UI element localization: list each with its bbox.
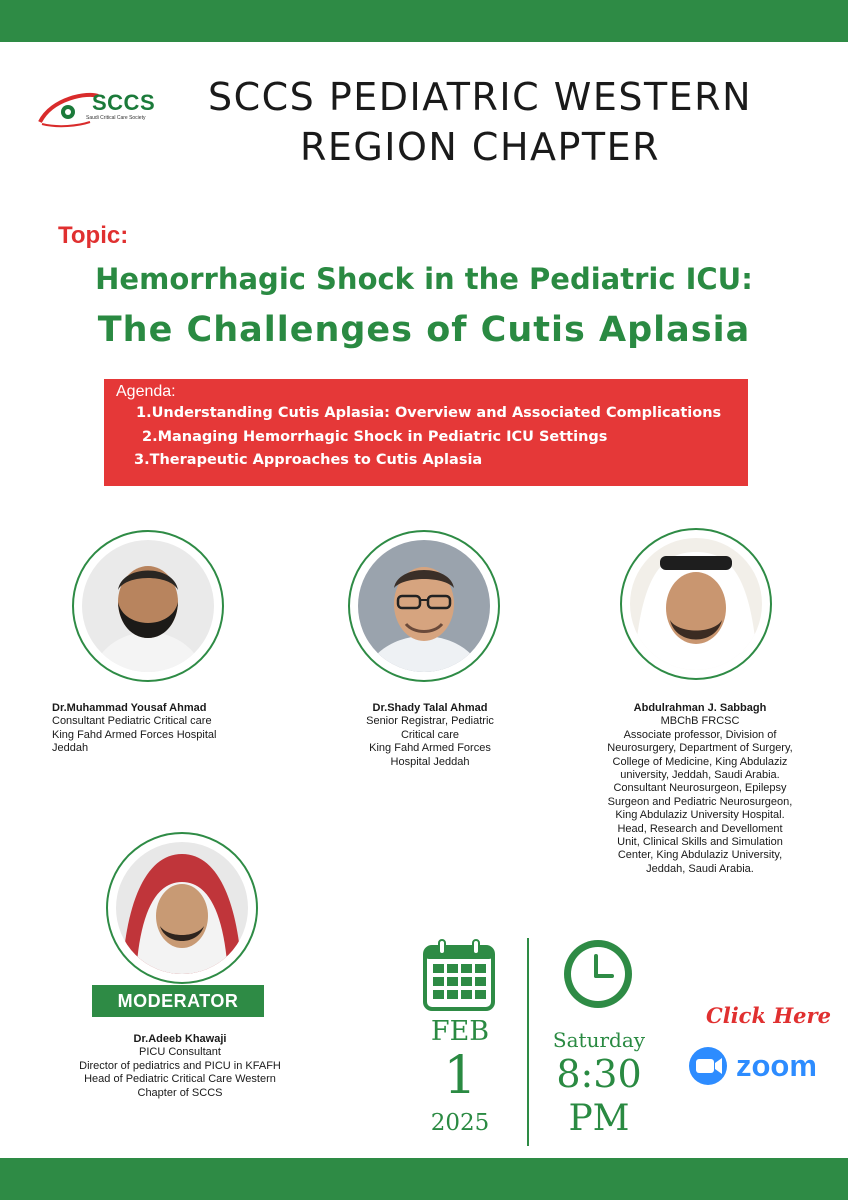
- speaker-detail: College of Medicine, King Abdulaziz: [612, 755, 788, 768]
- speaker-detail: King Abdulaziz University Hospital.: [615, 809, 785, 822]
- speaker-info: [340, 702, 520, 769]
- agenda-box: [104, 379, 748, 486]
- event-year: 2025: [430, 1110, 490, 1136]
- moderator-detail: PICU Consultant: [139, 1046, 221, 1059]
- speaker-info: [52, 702, 262, 756]
- speaker-name: Dr.Shady Talal Ahmad: [372, 702, 488, 714]
- bottom-banner: [0, 1158, 848, 1200]
- event-month: FEB: [430, 1016, 490, 1047]
- speaker-portrait: [630, 538, 762, 670]
- speaker-detail: Unit, Clinical Skills and Simulation: [617, 836, 783, 849]
- event-day: 1: [443, 1046, 477, 1106]
- speaker-photo: [72, 530, 224, 682]
- moderator-photo: [106, 832, 258, 984]
- logo-text: SCCS: [92, 90, 156, 115]
- top-banner: [0, 0, 848, 42]
- sccs-logo: [38, 88, 156, 132]
- divider: [527, 938, 529, 1146]
- topic-label: Topic:: [58, 222, 129, 249]
- topic-line-2: The Challenges of Cutis Aplasia: [97, 310, 751, 350]
- speaker-detail: King Fahd Armed Forces: [369, 742, 491, 755]
- moderator-portrait: [116, 842, 248, 974]
- zoom-icon: [688, 1046, 732, 1086]
- speaker-detail: Senior Registrar, Pediatric: [366, 715, 494, 728]
- agenda-item: 2.Managing Hemorrhagic Shock in Pediatric ICU Settings: [142, 429, 608, 445]
- speaker-detail: MBChB FRCSC: [660, 715, 740, 728]
- speaker-detail: Jeddah, Saudi Arabia.: [646, 862, 754, 875]
- speaker-detail: King Fahd Armed Forces Hospital: [52, 728, 217, 741]
- speaker-detail: Center, King Abdulaziz University,: [617, 849, 783, 862]
- speaker-detail: Surgeon and Pediatric Neurosurgeon,: [607, 795, 793, 808]
- page-title: [150, 72, 810, 172]
- speaker-info: [590, 702, 810, 876]
- moderator-info: [60, 1033, 300, 1100]
- moderator-detail: Chapter of SCCS: [137, 1086, 223, 1099]
- agenda-item: 1.Understanding Cutis Aplasia: Overview and Associated Complications: [136, 405, 722, 421]
- agenda-label: Agenda:: [116, 383, 176, 400]
- speaker-detail: Critical care: [400, 728, 460, 741]
- clock-icon: [562, 938, 634, 1010]
- moderator-badge: MODERATOR: [92, 985, 264, 1017]
- speaker-detail: Hospital Jeddah: [390, 755, 470, 768]
- title-line-2: REGION CHAPTER: [299, 125, 661, 169]
- speaker-name: Abdulrahman J. Sabbagh: [633, 702, 767, 714]
- click-here-link[interactable]: Click Here: [706, 1003, 831, 1028]
- topic-line-1: Hemorrhagic Shock in the Pediatric ICU:: [95, 262, 753, 296]
- speaker-photo: [348, 530, 500, 682]
- speaker-detail: Head, Research and Develloment: [617, 822, 783, 835]
- logo-subtext: Saudi Critical Care Society: [86, 115, 146, 121]
- event-weekday: Saturday: [552, 1028, 646, 1052]
- speaker-portrait: [82, 540, 214, 672]
- speaker-detail: Jeddah: [52, 742, 89, 755]
- zoom-link[interactable]: [688, 1046, 818, 1086]
- calendar-icon: [422, 938, 496, 1012]
- speaker-name: Dr.Muhammad Yousaf Ahmad: [52, 702, 207, 714]
- speaker-detail: Consultant Pediatric Critical care: [52, 715, 212, 728]
- speaker-detail: Neurosurgery, Department of Surgery,: [607, 742, 793, 755]
- speaker-detail: Consultant Neurosurgeon, Epilepsy: [613, 782, 787, 795]
- speaker-photo: [620, 528, 772, 680]
- moderator-name: Dr.Adeeb Khawaji: [133, 1033, 227, 1045]
- moderator-detail: Director of pediatrics and PICU in KFAFH: [79, 1059, 281, 1072]
- speaker-detail: Associate professor, Division of: [623, 728, 777, 741]
- title-line-1: SCCS PEDIATRIC WESTERN: [207, 75, 752, 119]
- speaker-portrait: [358, 540, 490, 672]
- event-time: 8:30: [556, 1052, 642, 1096]
- event-ampm: PM: [568, 1098, 630, 1139]
- zoom-label: zoom: [736, 1048, 817, 1083]
- moderator-detail: Head of Pediatric Critical Care Western: [84, 1073, 276, 1086]
- agenda-item: 3.Therapeutic Approaches to Cutis Aplasia: [134, 452, 483, 468]
- speaker-detail: university, Jeddah, Saudi Arabia.: [620, 769, 780, 782]
